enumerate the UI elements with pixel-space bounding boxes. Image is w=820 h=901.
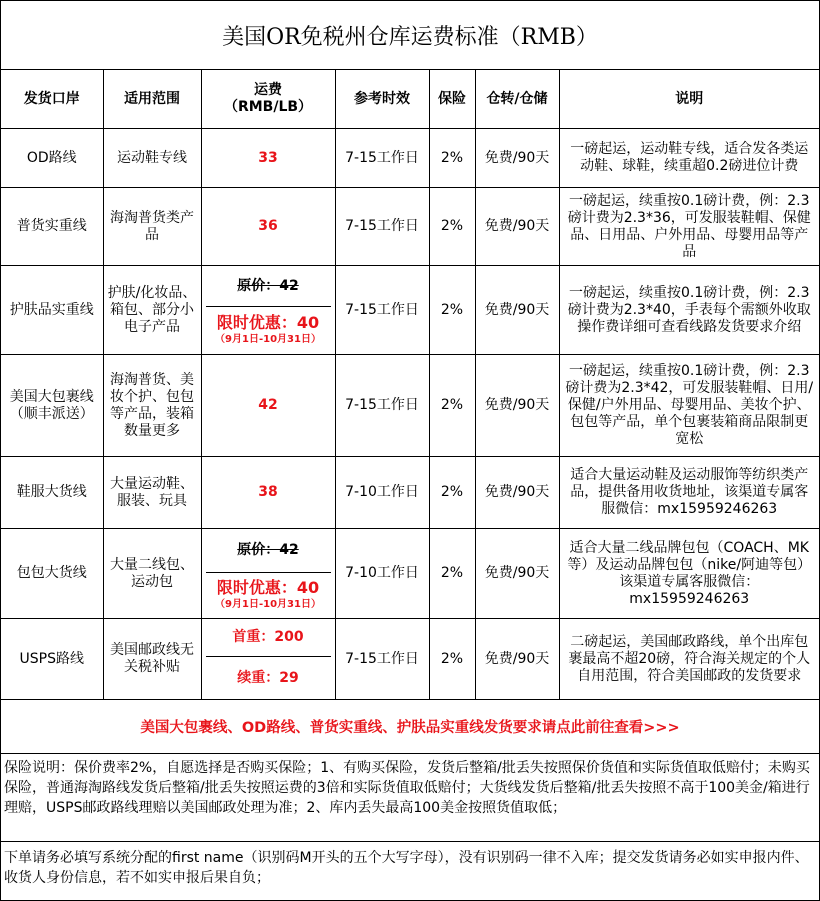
- table-row: [1, 129, 819, 188]
- port-cell: OD路线: [1, 129, 103, 188]
- header-fee-line2: （RMB/LB）: [223, 99, 313, 115]
- original-price-box: [206, 266, 331, 307]
- promo-period: （9月1日-10月31日）: [215, 598, 321, 610]
- scope-cell: 美国邮政线无关税补贴: [103, 619, 201, 700]
- scope-cell: 大量二线包、运动包: [103, 529, 201, 619]
- storage-cell: 免费/90天: [475, 619, 559, 700]
- scope-cell: 护肤/化妆品、箱包、部分小电子产品: [103, 266, 201, 355]
- desc-cell: 适合大量运动鞋及运动服饰等纺织类产品，提供备用收货地址，该渠道专属客服微信：mx15959246263: [559, 457, 819, 529]
- desc-cell: 适合大量二线品牌包包（COACH、MK等）及运动品牌包包（nike/阿迪等包）该渠道专属客服微信：mx15959246263: [559, 529, 819, 619]
- insurance-cell: 2%: [429, 129, 475, 188]
- time-cell: 7-15工作日: [335, 266, 429, 355]
- fee-cell: 38: [201, 457, 335, 529]
- fee-cell: 33: [201, 129, 335, 188]
- table-row: [1, 355, 819, 457]
- desc-cell: 一磅起运，运动鞋专线，适合发各类运动鞋、球鞋，续重超0.2磅进位计费: [559, 129, 819, 188]
- shipping-requirements-link[interactable]: 美国大包裹线、OD路线、普货实重线、护肤品实重线发货要求请点此前往查看>>>: [1, 700, 819, 754]
- storage-cell: 免费/90天: [475, 457, 559, 529]
- desc-cell: 一磅起运，续重按0.1磅计费，例：2.3磅计费为2.3*36，可发服装鞋帽、保健品、日用品、户外用品、母婴用品等产品: [559, 188, 819, 266]
- insurance-note: 保险说明：保价费率2%，自愿选择是否购买保险；1、有购买保险，发货后整箱/批丢失按照保价货值和实际货值取低赔付；未购买保险，普通海淘路线发货后整箱/批丢失按照运费的3倍和实际货值取低赔付；大货线发货后整箱/批丢失按照不高于100美金/箱进行理赔，USPS邮政路线理赔以美国邮政处理为准；2、库内丢失最高100美金按照货值取低；: [1, 754, 819, 842]
- first-weight-box: [206, 619, 331, 657]
- port-cell: 护肤品实重线: [1, 266, 103, 355]
- port-cell: 普货实重线: [1, 188, 103, 266]
- header-insurance: 保险: [429, 70, 475, 129]
- table-header-row: [1, 70, 819, 129]
- fee-cell: [201, 266, 335, 355]
- header-time: 参考时效: [335, 70, 429, 129]
- header-fee-line1: 运费: [254, 82, 282, 98]
- header-port: 发货口岸: [1, 70, 103, 129]
- scope-cell: 大量运动鞋、服装、玩具: [103, 457, 201, 529]
- insurance-cell: 2%: [429, 188, 475, 266]
- header-desc: 说明: [559, 70, 819, 129]
- fee-cell: 42: [201, 355, 335, 457]
- original-price-box: [206, 529, 331, 573]
- scope-cell: 海淘普货类产品: [103, 188, 201, 266]
- page-title: 美国OR免税州仓库运费标准（RMB）: [1, 1, 819, 70]
- port-cell: USPS路线: [1, 619, 103, 700]
- original-price: 原价：42: [237, 542, 299, 558]
- port-cell: 鞋服大货线: [1, 457, 103, 529]
- desc-cell: 二磅起运，美国邮政路线，单个出库包裹最高不超20磅，符合海关规定的个人自用范围，符合美国邮政的发货要求: [559, 619, 819, 700]
- promo-price: 限时优惠：40: [216, 577, 320, 597]
- port-cell: 美国大包裹线（顺丰派送）: [1, 355, 103, 457]
- desc-cell: 一磅起运，续重按0.1磅计费，例：2.3磅计费为2.3*42，可发服装鞋帽、日用/保健/户外用品、母婴用品、美妆个护、包包等产品，单个包裹装箱商品限制更宽松: [559, 355, 819, 457]
- header-scope: 适用范围: [103, 70, 201, 129]
- insurance-cell: 2%: [429, 529, 475, 619]
- scope-cell: 海淘普货、美妆个护、包包等产品，装箱数量更多: [103, 355, 201, 457]
- first-weight: 首重：200: [232, 629, 304, 645]
- promo-box: [206, 307, 331, 354]
- storage-cell: 免费/90天: [475, 355, 559, 457]
- table-row: [1, 457, 819, 529]
- order-note: 下单请务必填写系统分配的first name（识别码M开头的五个大写字母），没有识别码一律不入库；提交发货请务必如实申报内件、收货人身份信息，若不如实申报后果自负；: [4, 850, 809, 886]
- storage-cell: 免费/90天: [475, 266, 559, 355]
- time-cell: 7-15工作日: [335, 188, 429, 266]
- time-cell: 7-15工作日: [335, 129, 429, 188]
- time-cell: 7-15工作日: [335, 355, 429, 457]
- insurance-cell: 2%: [429, 266, 475, 355]
- insurance-cell: 2%: [429, 457, 475, 529]
- fee-cell: [201, 619, 335, 700]
- extra-weight-box: [206, 657, 331, 699]
- promo-box: [206, 573, 331, 618]
- table-row: [1, 188, 819, 266]
- header-storage: 仓转/仓储: [475, 70, 559, 129]
- storage-cell: 免费/90天: [475, 129, 559, 188]
- time-cell: 7-10工作日: [335, 529, 429, 619]
- table-row: [1, 266, 819, 355]
- promo-price: 限时优惠：40: [216, 312, 320, 332]
- insurance-cell: 2%: [429, 355, 475, 457]
- fee-cell: 36: [201, 188, 335, 266]
- table-row: [1, 619, 819, 700]
- header-fee: [201, 70, 335, 129]
- time-cell: 7-10工作日: [335, 457, 429, 529]
- promo-period: （9月1日-10月31日）: [215, 333, 321, 345]
- time-cell: 7-15工作日: [335, 619, 429, 700]
- insurance-cell: 2%: [429, 619, 475, 700]
- storage-cell: 免费/90天: [475, 529, 559, 619]
- original-price: 原价：42: [237, 277, 299, 294]
- table-row: [1, 529, 819, 619]
- port-cell: 包包大货线: [1, 529, 103, 619]
- extra-weight: 续重：29: [237, 669, 299, 686]
- scope-cell: 运动鞋专线: [103, 129, 201, 188]
- rate-table: [1, 70, 819, 700]
- storage-cell: 免费/90天: [475, 188, 559, 266]
- fee-cell: [201, 529, 335, 619]
- desc-cell: 一磅起运，续重按0.1磅计费，例：2.3磅计费为2.3*40，手表每个需额外收取操作费详细可查看线路发货要求介绍: [559, 266, 819, 355]
